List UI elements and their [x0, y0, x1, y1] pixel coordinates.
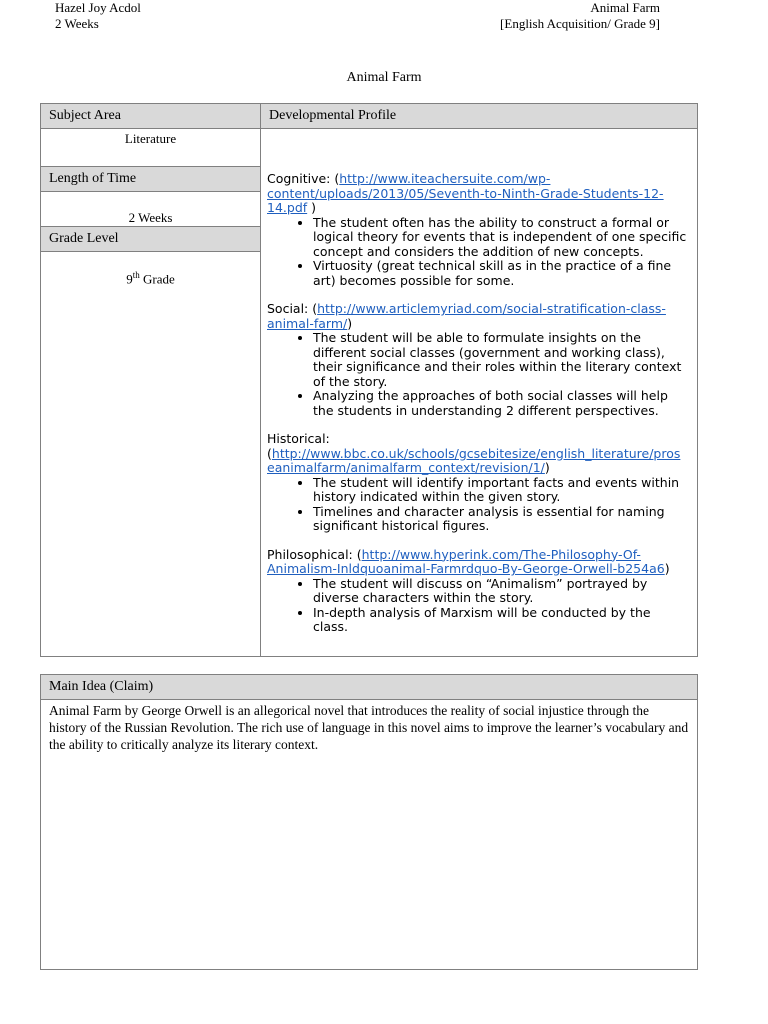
author-name: Hazel Joy Acdol — [55, 0, 141, 15]
main-idea-table — [40, 674, 698, 970]
header-left — [55, 0, 141, 32]
duration: 2 Weeks — [55, 16, 99, 31]
cognitive-bullets — [267, 216, 687, 289]
developmental-profile-body — [261, 129, 697, 635]
list-item: • In-depth analysis of Marxism will be conducted by the class. — [313, 606, 687, 635]
historical-link[interactable]: http://www.bbc.co.uk/schools/gcsebitesize/english_literature/proseanimalfarm/animalfarm_context/revision/1/ — [267, 445, 681, 475]
subject-area-value: Literature — [124, 131, 177, 146]
length-header: Length of Time — [41, 166, 260, 192]
developmental-profile-header: Developmental Profile — [261, 104, 697, 129]
header-title: Animal Farm — [590, 0, 660, 15]
list-item: • The student will identify important facts and events within history indicated within the given story. — [313, 476, 687, 505]
philosophical-section: Philosophical: (http://www.hyperink.com/The-Philosophy-Of-Animalism-Inldquoanimal-Farmrdquo-By-George-Orwell-b254a6) • The student will discuss on “Animalism” portrayed by diverse characters within the story. • In-depth analysis of Marxism will be conducted by the class. — [267, 548, 687, 635]
profile-table — [40, 103, 698, 657]
philosophical-bullets — [267, 577, 687, 635]
list-item: • The student will discuss on “Animalism” portrayed by diverse characters within the story. — [313, 577, 687, 606]
course-label: [English Acquisition/ Grade 9] — [500, 16, 660, 31]
social-section: Social: (http://www.articlemyriad.com/social-stratification-class-animal-farm/) • The student will be able to formulate insights on the different social classes (government and working class), their significance and their roles within the literary context of the story. • Analyzing the approaches of both social classes will help the students in understanding 2 different perspectives. — [267, 302, 687, 418]
main-idea-header: Main Idea (Claim) — [41, 675, 697, 700]
grade-header: Grade Level — [41, 226, 260, 252]
cognitive-link[interactable]: http://www.iteachersuite.com/wp-content/uploads/2013/05/Seventh-to-Ninth-Grade-Students-12-14.pdf — [267, 171, 664, 215]
historical-section: Historical: (http://www.bbc.co.uk/schools/gcsebitesize/english_literature/proseanimalfarm/animalfarm_context/revision/1/) • The student will identify important facts and events within history indicated within the given story. • Timelines and character analysis is essential for naming significant historical figures. — [267, 432, 687, 534]
left-column — [41, 104, 261, 656]
right-column — [261, 104, 697, 656]
document-title: Animal Farm — [346, 70, 422, 85]
list-item: • The student often has the ability to construct a formal or logical theory for events that is independent of one specific concept and considers the addition of new concepts. — [313, 216, 687, 260]
length-value: 2 Weeks — [128, 210, 173, 225]
philosophical-link[interactable]: http://www.hyperink.com/The-Philosophy-Of-Animalism-Inldquoanimal-Farmrdquo-By-George-Orwell-b254a6 — [267, 546, 665, 576]
social-bullets — [267, 331, 687, 418]
subject-area-header: Subject Area — [41, 104, 260, 129]
main-idea-text: Animal Farm by George Orwell is an allegorical novel that introduces the reality of social injustice through the history of the Russian Revolution. The rich use of language in this novel aims to improve the learner’s vocabulary and the ability to critically analyze its literary context. — [49, 703, 689, 752]
historical-bullets — [267, 476, 687, 534]
list-item: • Analyzing the approaches of both social classes will help the students in understanding 2 different perspectives. — [313, 389, 687, 418]
social-link[interactable]: http://www.articlemyriad.com/social-stratification-class-animal-farm/ — [267, 301, 666, 331]
cognitive-section: Cognitive: (http://www.iteachersuite.com/wp-content/uploads/2013/05/Seventh-to-Ninth-Grade-Students-12-14.pdf ) • The student often has the ability to construct a formal or logical theory for events that is independent of one specific concept and considers the addition of new concepts. • Virtuosity (great technical skill as in the practice of a fine art) becomes possible for some. — [267, 172, 687, 288]
grade-value: 9th Grade — [126, 270, 175, 287]
list-item: • Timelines and character analysis is essential for naming significant historical figures. — [313, 505, 687, 534]
list-item: • The student will be able to formulate insights on the different social classes (government and working class), their significance and their roles within the literary context of the story. — [313, 331, 687, 389]
list-item: • Virtuosity (great technical skill as in the practice of a fine art) becomes possible for some. — [313, 259, 687, 288]
header-right — [500, 0, 660, 32]
